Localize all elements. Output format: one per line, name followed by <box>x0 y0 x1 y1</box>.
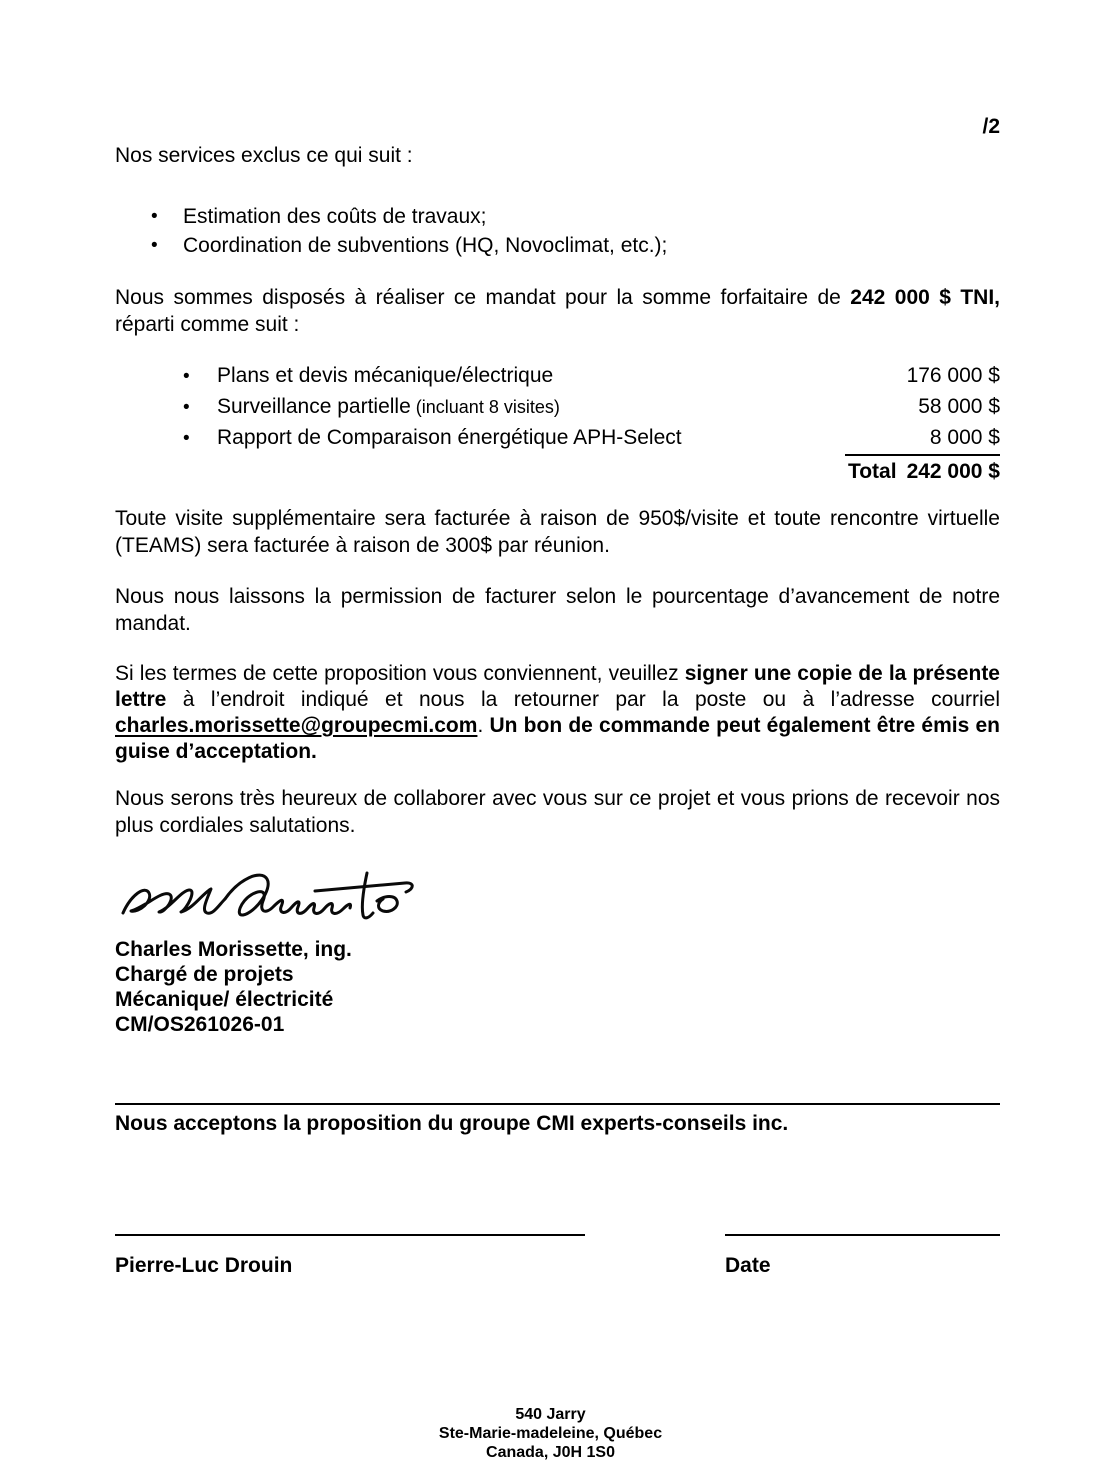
bullet-icon: • <box>151 206 158 227</box>
text-run: Si les termes de cette proposition vous conviennent, veuillez <box>115 662 685 685</box>
signatory-signature-line[interactable] <box>115 1234 585 1236</box>
acceptance-statement: Nous acceptons la proposition du groupe CMI experts-conseils inc. <box>115 1112 789 1135</box>
bullet-icon: • <box>151 235 158 256</box>
paragraph-billing-visits: Toute visite supplémentaire sera facturée à raison de 950$/visite et toute rencontre virtuelle (TEAMS) sera facturée à raison de 300$ par réunion. <box>115 507 1000 557</box>
signer-title: Chargé de projets <box>115 963 294 986</box>
price-item-label: Rapport de Comparaison énergétique APH-Select <box>217 426 682 449</box>
text-run: 242 000 $ TNI, <box>850 286 1001 309</box>
footer-address <box>0 1405 1101 1462</box>
signature-image <box>115 861 1000 931</box>
signer-department: Mécanique/ électricité <box>115 988 334 1011</box>
price-item-label: Surveillance partielle (incluant 8 visites) <box>217 395 560 418</box>
footer-address-line: Canada, J0H 1S0 <box>486 1444 615 1461</box>
text-run: Nous sommes disposés à réaliser ce mandat pour la somme forfaitaire de <box>115 286 851 309</box>
bullet-icon: • <box>183 366 190 387</box>
exclusions-list <box>115 202 1000 260</box>
page-number: /2 <box>982 115 1000 138</box>
text-run: à l’endroit indiqué et nous la retourner par la poste ou à l’adresse courriel <box>166 688 1000 711</box>
price-row <box>115 361 1000 392</box>
acceptance-divider <box>115 1103 1000 1105</box>
text-run: réparti comme suit : <box>115 313 300 336</box>
signatory-name-label: Pierre-Luc Drouin <box>115 1254 293 1277</box>
mandate-paragraph <box>115 284 1000 338</box>
price-row <box>115 423 1000 456</box>
total-label: Total <box>847 460 897 483</box>
paragraph-acceptance-instructions <box>115 661 1000 765</box>
price-total-row <box>115 456 1000 487</box>
signer-reference: CM/OS261026-01 <box>115 1013 285 1036</box>
exclusion-item-label: Coordination de subventions (HQ, Novoclimat, etc.); <box>183 234 668 257</box>
price-item-note: (incluant 8 visites) <box>410 397 560 417</box>
signer-block <box>115 937 1000 1037</box>
paragraph-billing-progress: Nous nous laissons la permission de facturer selon le pourcentage d’avancement de notre mandat. <box>115 585 1000 635</box>
price-list <box>115 361 1000 456</box>
price-item-value: 176 000 $ <box>906 364 1000 387</box>
paragraph-closing: Nous serons très heureux de collaborer avec vous sur ce projet et vous prions de recevoir nos plus cordiales salutations. <box>115 787 1000 837</box>
text-run: signer une copie de la présente lettre <box>115 662 1000 711</box>
text-run: . <box>477 714 490 737</box>
exclusion-item-label: Estimation des coûts de travaux; <box>183 205 487 228</box>
list-item <box>115 202 1000 231</box>
price-row <box>115 392 1000 423</box>
intro-paragraph: Nos services exclus ce qui suit : <box>115 144 413 167</box>
list-item <box>115 231 1000 260</box>
bullet-icon: • <box>183 397 190 418</box>
date-label: Date <box>725 1254 771 1277</box>
footer-address-line: 540 Jarry <box>515 1406 586 1423</box>
footer-address-line: Ste-Marie-madeleine, Québec <box>438 1425 663 1442</box>
price-item-value: 58 000 $ <box>918 395 1000 418</box>
text-run: Un bon de commande peut également être émis en guise d’acceptation. <box>115 714 1001 763</box>
price-item-value: 8 000 $ <box>845 423 1000 456</box>
email-link[interactable]: charles.morissette@groupecmi.com <box>115 714 478 737</box>
price-item-label: Plans et devis mécanique/électrique <box>217 364 554 387</box>
signer-name: Charles Morissette, ing. <box>115 938 352 961</box>
bullet-icon: • <box>183 428 190 449</box>
total-value: 242 000 $ <box>906 460 1000 483</box>
date-signature-line[interactable] <box>725 1234 1000 1236</box>
